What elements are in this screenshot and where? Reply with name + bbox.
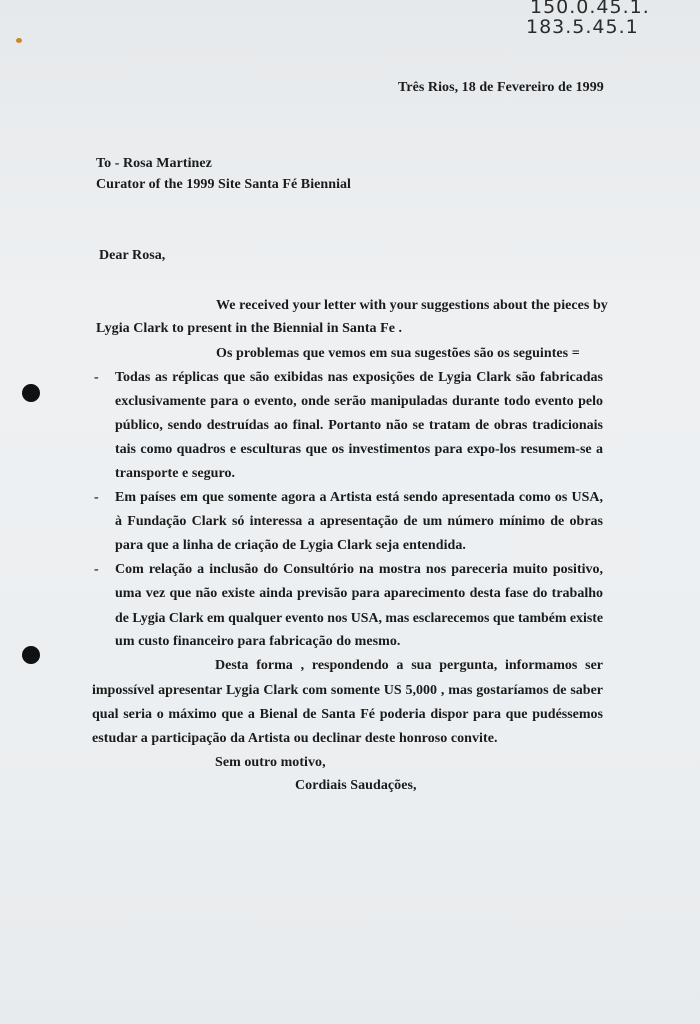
bullet-2-line-1: Em países em que somente agora a Artista está sendo apresentada como os USA, <box>115 490 603 505</box>
bullet-3-line-1: Com relação a inclusão do Consultório na mostra nos pareceria muito positivo, <box>115 562 603 577</box>
bullet-2-line-2: à Fundação Clark só interessa a apresentação de um número mínimo de obras <box>115 514 603 529</box>
intro-line-1: We received your letter with your suggestions about the pieces by <box>216 298 608 313</box>
bullet-3-line-3: de Lygia Clark em qualquer evento nos USA, mas esclarecemos que também existe <box>115 610 603 625</box>
bullet-marker-3: - <box>94 562 99 577</box>
closing-line-3: qual seria o máximo que a Bienal de Santa Fé poderia dispor para que pudéssemos <box>92 707 603 722</box>
bullet-1-line-2: exclusivamente para o evento, onde serão manipuladas durante todo evento pelo <box>115 394 603 409</box>
recipient-line-1: To - Rosa Martinez <box>96 156 212 171</box>
closing-line-2: impossível apresentar Lygia Clark com somente US 5,000 , mas gostaríamos de saber <box>92 683 603 698</box>
salutation: Dear Rosa, <box>99 248 166 263</box>
closing-line-4: estudar a participação da Artista ou declinar deste honroso convite. <box>92 731 498 746</box>
ink-spot <box>16 38 22 43</box>
bullet-1-line-1: Todas as réplicas que são exibidas nas exposições de Lygia Clark são fabricadas <box>115 370 603 385</box>
bullet-1-line-3: público, sendo destruídas ao final. Portanto não se tratam de obras tradicionais <box>115 418 603 433</box>
bullet-3-line-2: uma vez que não existe ainda previsão para aparecimento desta fase do trabalho <box>115 586 603 601</box>
bullet-marker-1: - <box>94 370 99 385</box>
binder-hole-top <box>22 384 40 402</box>
sign-off-1: Sem outro motivo, <box>215 755 326 770</box>
closing-line-1: Desta forma , respondendo a sua pergunta, informamos ser <box>215 658 603 673</box>
problems-heading: Os problemas que vemos em sua sugestões são os seguintes = <box>216 346 580 361</box>
archive-code-1: 150.0.45.1. <box>530 0 650 18</box>
bullet-marker-2: - <box>94 490 99 505</box>
place-date: Três Rios, 18 de Fevereiro de 1999 <box>398 80 604 95</box>
intro-line-2: Lygia Clark to present in the Biennial in Santa Fe . <box>96 321 403 336</box>
archive-code-2: 183.5.45.1 <box>526 16 639 38</box>
bullet-1-line-4: tais como quadros e esculturas que os investimentos para expo-los resumem-se a <box>115 442 603 457</box>
sign-off-2: Cordiais Saudações, <box>295 778 417 793</box>
bullet-1-line-5: transporte e seguro. <box>115 466 236 481</box>
bullet-3-line-4: um custo financeiro para fabricação do mesmo. <box>115 634 401 649</box>
binder-hole-bottom <box>22 646 40 664</box>
bullet-2-line-3: para que a linha de criação de Lygia Clark seja entendida. <box>115 538 466 553</box>
recipient-line-2: Curator of the 1999 Site Santa Fé Biennial <box>96 177 352 192</box>
